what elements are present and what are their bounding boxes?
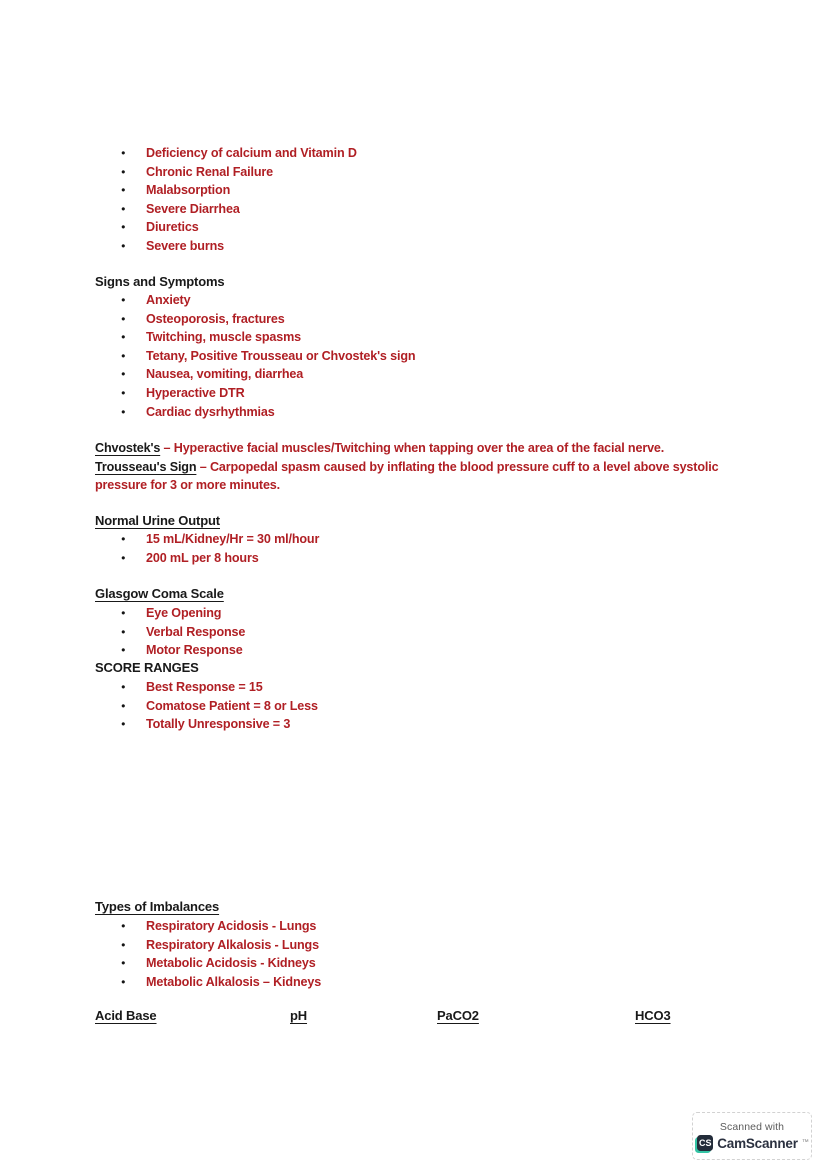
list-item: ● Hyperactive DTR bbox=[95, 384, 415, 403]
list-item: ● Eye Opening bbox=[95, 604, 245, 623]
list-item: ● Deficiency of calcium and Vitamin D bbox=[95, 144, 357, 163]
urine-output-heading: Normal Urine Output bbox=[95, 513, 220, 528]
signs-symptoms-list bbox=[95, 291, 415, 421]
trousseau-term: Trousseau's Sign bbox=[95, 459, 197, 474]
table-header-paco2: PaCO2 bbox=[437, 1008, 479, 1023]
chvostek-text: – Hyperactive facial muscles/Twitching when tapping over the area of the facial nerve. bbox=[160, 441, 665, 455]
list-item: ● Tetany, Positive Trousseau or Chvostek's sign bbox=[95, 347, 415, 366]
list-item: ● Verbal Response bbox=[95, 623, 245, 642]
scanned-with-label: Scanned with bbox=[719, 1121, 785, 1133]
types-of-imbalances-list bbox=[95, 917, 321, 991]
table-header-hco3: HCO3 bbox=[635, 1008, 671, 1023]
chvostek-definition bbox=[95, 439, 750, 458]
list-item: ● Diuretics bbox=[95, 218, 357, 237]
list-item: ● Osteoporosis, fractures bbox=[95, 310, 415, 329]
table-header-acid-base: Acid Base bbox=[95, 1008, 157, 1023]
list-item: ● Malabsorption bbox=[95, 181, 357, 200]
list-item: ● Best Response = 15 bbox=[95, 678, 318, 697]
list-item: ● Chronic Renal Failure bbox=[95, 163, 357, 182]
trousseau-text: – Carpopedal spasm caused by inflating the blood pressure cuff to a level above systolic pressure for 3 or more minutes. bbox=[95, 459, 719, 493]
camscanner-badge bbox=[692, 1112, 812, 1160]
score-ranges-list bbox=[95, 678, 318, 734]
urine-output-list bbox=[95, 530, 319, 567]
list-item: ● Severe Diarrhea bbox=[95, 200, 357, 219]
camscanner-brand-row bbox=[695, 1135, 809, 1151]
table-header-ph: pH bbox=[290, 1008, 308, 1023]
list-item: ● Nausea, vomiting, diarrhea bbox=[95, 365, 415, 384]
list-item: ● Anxiety bbox=[95, 291, 415, 310]
trademark-symbol: ™ bbox=[801, 1139, 809, 1146]
list-item: ● Totally Unresponsive = 3 bbox=[95, 715, 318, 734]
camscanner-logo-icon: CS bbox=[697, 1135, 713, 1151]
causes-list bbox=[95, 144, 357, 256]
list-item: ● Respiratory Acidosis - Lungs bbox=[95, 917, 321, 936]
list-item: ● 15 mL/Kidney/Hr = 30 ml/hour bbox=[95, 530, 319, 549]
list-item: ● Metabolic Acidosis - Kidneys bbox=[95, 954, 321, 973]
glasgow-coma-scale-list bbox=[95, 604, 245, 660]
list-item: ● Comatose Patient = 8 or Less bbox=[95, 697, 318, 716]
chvostek-term: Chvostek's bbox=[95, 441, 161, 455]
types-of-imbalances-heading: Types of Imbalances bbox=[95, 899, 220, 914]
camscanner-brand-name: CamScanner bbox=[717, 1135, 798, 1151]
list-item: ● Respiratory Alkalosis - Lungs bbox=[95, 936, 321, 955]
list-item: ● Motor Response bbox=[95, 641, 245, 660]
list-item: ● Severe burns bbox=[95, 237, 357, 256]
trousseau-definition bbox=[95, 458, 750, 495]
list-item: ● 200 mL per 8 hours bbox=[95, 549, 319, 568]
list-item: ● Twitching, muscle spasms bbox=[95, 328, 415, 347]
list-item: ● Metabolic Alkalosis – Kidneys bbox=[95, 973, 321, 992]
signs-symptoms-heading: Signs and Symptoms bbox=[95, 274, 225, 289]
score-ranges-heading: SCORE RANGES bbox=[95, 660, 199, 675]
list-item: ● Cardiac dysrhythmias bbox=[95, 403, 415, 422]
glasgow-coma-scale-heading: Glasgow Coma Scale bbox=[95, 586, 224, 601]
definitions-block bbox=[95, 439, 750, 495]
